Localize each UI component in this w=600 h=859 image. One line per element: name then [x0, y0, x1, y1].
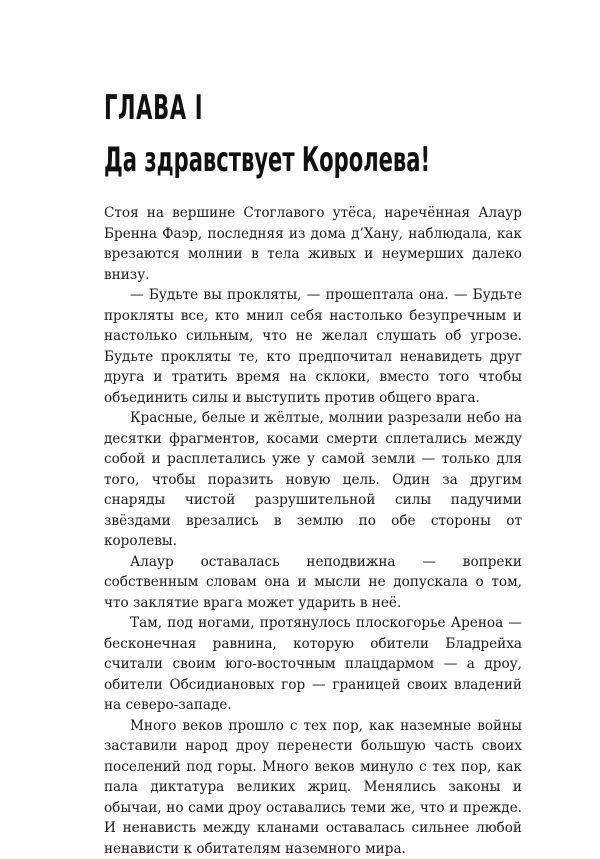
chapter-number: ГЛАВА I: [104, 88, 430, 128]
chapter-text: [104, 203, 522, 859]
chapter-heading: [104, 88, 430, 180]
paragraph: Стоя на вершине Стоглавого утёса, наречённая Алаур Бренна Фаэр, последняя из дома д’Хану, наблюдала, как врезаются молнии в тела живых и неумерших далеко внизу.: [104, 203, 522, 285]
paragraph: Там, под ногами, протянулось плоскогорье Ареноа — бесконечная равнина, которую обители Бладрейха считали своим юго-восточным плацдармом — а дроу, обители Обсидиановых гор — границей своих владений на северо-западе.: [104, 613, 522, 716]
paragraph: Много веков прошло с тех пор, как наземные войны заставили народ дроу перенести большую часть своих поселений под горы. Много веков минуло с тех пор, как пала диктатура великих жриц. Менялись законы и обычаи, но сами дроу оставались теми же, что и прежде. И ненависть между кланами оставалась сильнее любой ненависти к обитателям наземного мира.: [104, 716, 522, 859]
paragraph: Красные, белые и жёлтые, молнии разрезали небо на десятки фрагментов, косами смерти сплетались между собой и расплетались уже у самой земли — только для того, чтобы поразить новую цель. Один за другим снаряды чистой разрушительной силы падучими звёздами врезались в землю по обе стороны от королевы.: [104, 408, 522, 552]
chapter-title: Да здравствует Королева!: [104, 140, 430, 180]
paragraph: Алаур оставалась неподвижна — вопреки собственным словам она и мысли не допускала о том, что заклятие врага может ударить в неё.: [104, 552, 522, 614]
paragraph: — Будьте вы прокляты, — прошептала она. — Будьте прокляты все, кто мнил себя настолько безупречным и настолько сильным, что не желал слушать об угрозе. Будьте прокляты те, кто предпочитал ненавидеть друг друга и тратить время на склоки, вместо того чтобы объединить силы и выступить против общего врага.: [104, 285, 522, 408]
